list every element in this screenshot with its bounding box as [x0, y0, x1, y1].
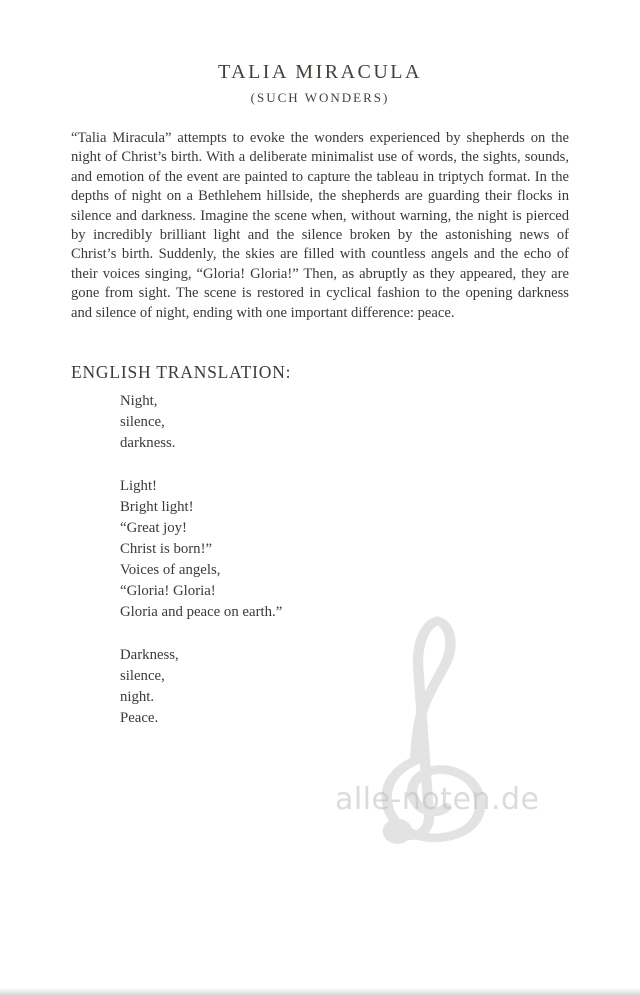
treble-clef-ball	[383, 819, 413, 844]
watermark-text: alle-noten.de	[335, 782, 540, 817]
treble-clef-icon	[347, 612, 525, 864]
poem-line: Voices of angels,	[120, 562, 221, 578]
poem-line: Bright light!	[120, 499, 194, 515]
poem-line: “Gloria! Gloria!	[120, 583, 216, 599]
poem-line: silence,	[120, 414, 165, 430]
poem-line: darkness.	[120, 435, 176, 451]
page-bottom-edge	[0, 988, 640, 995]
poem-stanza	[120, 645, 282, 729]
poem-line: Night,	[120, 393, 158, 409]
poem-stanza	[120, 391, 282, 454]
poem-line: Peace.	[120, 710, 159, 726]
poem-line: Light!	[120, 478, 157, 494]
poem-line: silence,	[120, 668, 165, 684]
translation-heading: ENGLISH TRANSLATION:	[71, 362, 292, 382]
poem-stanza	[120, 476, 282, 623]
poem-line: Darkness,	[120, 647, 179, 663]
poem-line: Christ is born!”	[120, 541, 213, 557]
treble-clef-stroke	[387, 621, 481, 838]
poem-line: Gloria and peace on earth.”	[120, 604, 283, 620]
poem-line: night.	[120, 689, 155, 705]
watermark	[335, 610, 570, 870]
poem-line: “Great joy!	[120, 520, 187, 536]
poem-translation	[120, 391, 282, 729]
page-subtitle: (SUCH WONDERS)	[250, 90, 390, 105]
page-title: TALIA MIRACULA	[218, 61, 422, 83]
program-note-paragraph: “Talia Miracula” attempts to evoke the wonders experienced by shepherds on the night of Christ’s birth. With a deliberate minimalist use of words, the sights, sounds, and emotion of the event are painted to capture the tableau in triptych format. In the depths of night on a Bethlehem hillside, the shepherds are guarding their flocks in silence and darkness. Imagine the scene when, without warning, the night is pierced by incredibly brilliant light and the silence broken by the astonishing news of Christ’s birth. Suddenly, the skies are filled with countless angels and the echo of their voices singing, “Gloria! Gloria!” Then, as abruptly as they appeared, they are gone from sight. The scene is restored in cyclical fashion to the opening darkness and silence of night, ending with one important difference: peace.	[71, 130, 569, 321]
